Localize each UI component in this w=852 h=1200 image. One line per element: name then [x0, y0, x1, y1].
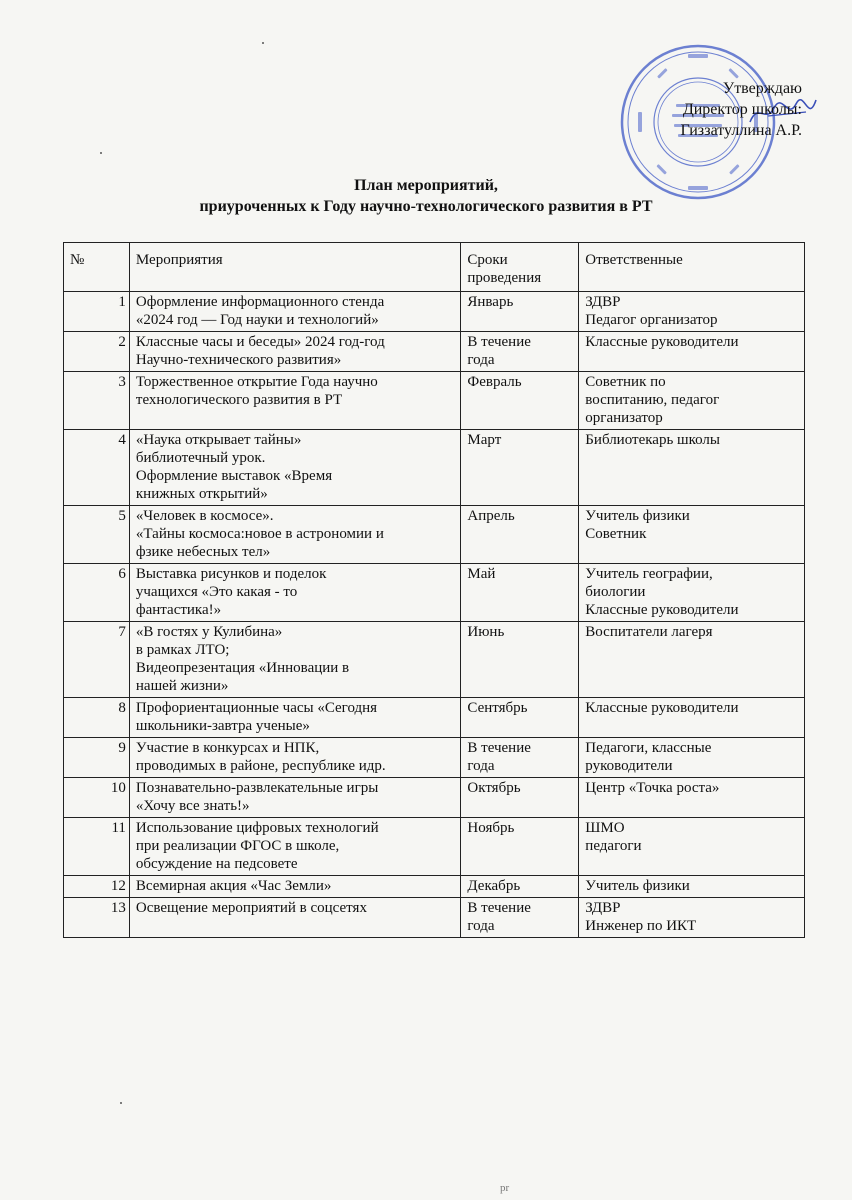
table-row	[64, 876, 805, 898]
row-responsible: Учитель географии, биологии Классные руководители	[579, 564, 805, 622]
approval-heading: Утверждаю	[722, 80, 802, 97]
table-row	[64, 778, 805, 818]
row-term: Июнь	[461, 622, 579, 698]
table-row	[64, 372, 805, 430]
title-line-1: План мероприятий,	[354, 177, 498, 194]
header-events: Мероприятия	[129, 243, 461, 292]
row-number: 4	[64, 430, 130, 506]
row-responsible: Советник по воспитанию, педагог организатор	[579, 372, 805, 430]
row-event: Участие в конкурсах и НПК, проводимых в районе, республике идр.	[129, 738, 461, 778]
table-row	[64, 622, 805, 698]
row-event: Классные часы и беседы» 2024 год-год Научно-технического развития»	[129, 332, 461, 372]
row-number: 8	[64, 698, 130, 738]
row-event: Оформление информационного стенда «2024 год — Год науки и технологий»	[129, 292, 461, 332]
director-label: Директор школы:	[682, 101, 802, 118]
row-term: Ноябрь	[461, 818, 579, 876]
row-event: Познавательно-развлекательные игры «Хочу все знать!»	[129, 778, 461, 818]
row-responsible: Классные руководители	[579, 332, 805, 372]
scan-speck	[262, 42, 264, 44]
row-term: В течение года	[461, 738, 579, 778]
header-number: №	[64, 243, 130, 292]
row-number: 5	[64, 506, 130, 564]
row-number: 7	[64, 622, 130, 698]
document-title	[0, 175, 852, 217]
row-term: Сентябрь	[461, 698, 579, 738]
table-row	[64, 898, 805, 938]
table-row	[64, 332, 805, 372]
row-event: Выставка рисунков и поделок учащихся «Это какая - то фантастика!»	[129, 564, 461, 622]
scan-speck	[100, 152, 102, 154]
table-header-row	[64, 243, 805, 292]
row-number: 12	[64, 876, 130, 898]
title-line-2: приуроченных к Году научно-технологического развития в РТ	[199, 198, 653, 215]
row-term: Декабрь	[461, 876, 579, 898]
row-responsible: ШМО педагоги	[579, 818, 805, 876]
row-responsible: ЗДВР Инженер по ИКТ	[579, 898, 805, 938]
row-number: 1	[64, 292, 130, 332]
row-number: 2	[64, 332, 130, 372]
row-number: 11	[64, 818, 130, 876]
row-event: Торжественное открытие Года научно технологического развития в РТ	[129, 372, 461, 430]
table-row	[64, 818, 805, 876]
page-mark: pr	[500, 1182, 510, 1194]
row-number: 13	[64, 898, 130, 938]
header-terms: Сроки проведения	[461, 243, 579, 292]
row-term: Апрель	[461, 506, 579, 564]
row-event: «Человек в космосе». «Тайны космоса:новое в астрономии и фзике небесных тел»	[129, 506, 461, 564]
table-row	[64, 506, 805, 564]
row-responsible: Воспитатели лагеря	[579, 622, 805, 698]
row-term: Март	[461, 430, 579, 506]
row-term: Май	[461, 564, 579, 622]
row-term: Февраль	[461, 372, 579, 430]
row-term: В течение года	[461, 332, 579, 372]
row-event: «Наука открывает тайны» библиотечный урок. Оформление выставок «Время книжных открытий»	[129, 430, 461, 506]
header-responsible: Ответственные	[579, 243, 805, 292]
row-event: Профориентационные часы «Сегодня школьники-завтра ученые»	[129, 698, 461, 738]
row-term: Октябрь	[461, 778, 579, 818]
row-event: Всемирная акция «Час Земли»	[129, 876, 461, 898]
scan-speck	[120, 1102, 122, 1104]
row-term: Январь	[461, 292, 579, 332]
row-term: В течение года	[461, 898, 579, 938]
row-number: 6	[64, 564, 130, 622]
director-name: Гиззатуллина А.Р.	[680, 122, 802, 139]
row-number: 10	[64, 778, 130, 818]
row-number: 3	[64, 372, 130, 430]
table-row	[64, 698, 805, 738]
table-row	[64, 430, 805, 506]
row-event: Использование цифровых технологий при реализации ФГОС в школе, обсуждение на педсовете	[129, 818, 461, 876]
table-row	[64, 738, 805, 778]
row-event: Освещение мероприятий в соцсетях	[129, 898, 461, 938]
row-responsible: Классные руководители	[579, 698, 805, 738]
row-responsible: Библиотекарь школы	[579, 430, 805, 506]
row-responsible: Центр «Точка роста»	[579, 778, 805, 818]
row-number: 9	[64, 738, 130, 778]
approval-block	[681, 78, 802, 141]
events-plan-table	[63, 242, 805, 938]
row-responsible: Учитель физики	[579, 876, 805, 898]
row-responsible: ЗДВР Педагог организатор	[579, 292, 805, 332]
row-event: «В гостях у Кулибина» в рамках ЛТО; Видеопрезентация «Инновации в нашей жизни»	[129, 622, 461, 698]
table-row	[64, 564, 805, 622]
table-row	[64, 292, 805, 332]
row-responsible: Учитель физики Советник	[579, 506, 805, 564]
row-responsible: Педагоги, классные руководители	[579, 738, 805, 778]
